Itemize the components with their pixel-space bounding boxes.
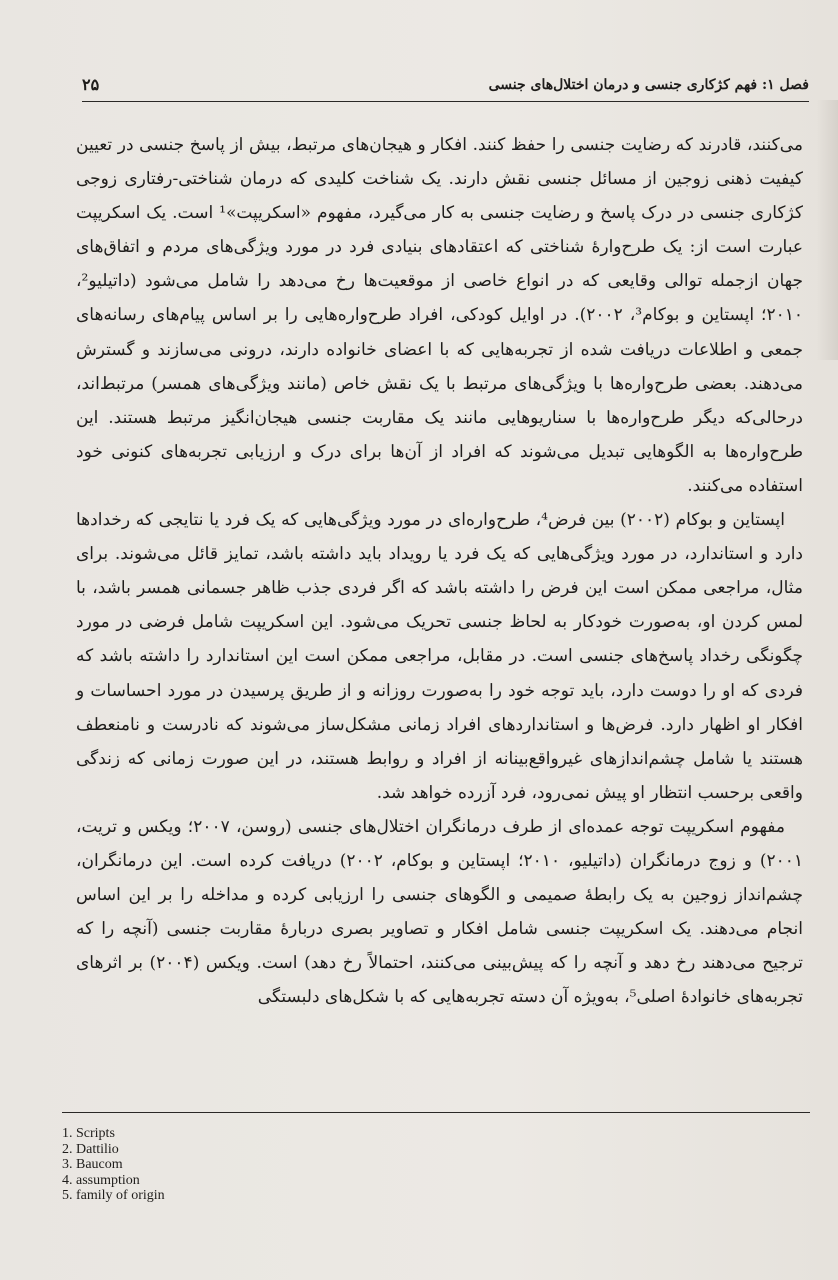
footnote: 2. Dattilio <box>62 1141 119 1157</box>
paragraph: می‌کنند، قادرند که رضایت جنسی را حفظ کنند. افکار و هیجان‌های مرتبط، بیش از پاسخ جنسی در تعیین کیفیت ذهنی زوجین از مسائل جنسی نقش دارند. یک شناخت کلیدی که درمان شناختی-رفتاری زوجی کژکاری جنسی در درک پاسخ و رضایت جنسی به کار می‌گیرد، مفهوم «اسکریپت»¹ است. یک اسکریپت عبارت است از: یک طرح‌وارهٔ شناختی که اعتقادهای بنیادی فرد در مورد ویژگی‌های مردم و اتفاق‌های جهان ازجمله توالی وقایعی که در انواع خاصی از موقعیت‌ها رخ می‌دهد را شامل می‌شود (داتیلیو²، ۲۰۱۰؛ اپستاین و بوکام³، ۲۰۰۲). در اوایل کودکی، افراد طرح‌واره‌هایی را بر اساس پیام‌های رسانه‌های جمعی و اطلاعات دریافت شده از تجربه‌هایی که با اعضای خانواده دارند، درونی می‌سازند و گسترش می‌دهند. بعضی طرح‌واره‌ها با ویژگی‌های مرتبط با یک نقش خاص (مانند ویژگی‌های همسر) مرتبط‌اند، درحالی‌که دیگر طرح‌واره‌ها با سناریوهایی مانند یک مقاربت جنسی هیجان‌انگیز مرتبط هستند. این طرح‌واره‌ها به الگوهایی تبدیل می‌شوند که افراد از آن‌ها برای درک و ارزیابی تجربه‌های کنونی خود استفاده می‌کنند. <box>76 135 803 496</box>
footnote-divider <box>62 1112 810 1113</box>
footnote: 1. Scripts <box>62 1126 115 1141</box>
page-edge-shadow <box>816 100 838 360</box>
footnotes <box>62 1126 462 1204</box>
page-number: ۲۵ <box>82 75 100 94</box>
body-text <box>76 128 803 1014</box>
paragraph: اپستاین و بوکام (۲۰۰۲) بین فرض⁴، طرح‌واره‌ای در مورد ویژگی‌هایی که یک فرد یا نتایجی که رخدادها دارد و استاندارد، در مورد ویژگی‌هایی که یک فرد یا رویداد باید داشته باشد، تمایز قائل می‌شوند. برای مثال، مراجعی ممکن است این فرض را داشته باشد که اگر فردی جذب ظاهر جسمانی همسر باشد، با لمس کردن او، به‌صورت خودکار به لحاظ جنسی تحریک می‌شود. این اسکریپت شامل فرضی در مورد چگونگی رخداد پاسخ‌های جنسی است. در مقابل، مراجعی ممکن است این استاندارد را داشته باشد که فردی که او را دوست دارد، باید توجه خود را به‌صورت روزانه و از طریق پرسیدن در مورد احساسات و افکار او اظهار دارد. فرض‌ها و استانداردهای افراد زمانی مشکل‌ساز می‌شوند که نادرست و نامنعطف هستند یا شامل چشم‌اندازهای غیرواقع‌بینانه از افراد و روابط هستند، در این صورت زمانی که زندگی واقعی برحسب انتظار او پیش نمی‌رود، فرد آزرده خواهد شد. <box>76 510 803 803</box>
footnote: 4. assumption <box>62 1172 140 1188</box>
footnote: 3. Baucom <box>62 1157 123 1172</box>
running-header <box>82 70 809 102</box>
paragraph: مفهوم اسکریپت توجه عمده‌ای از طرف درمانگران اختلال‌های جنسی (روسن، ۲۰۰۷؛ ویکس و تریت، ۲۰۰۱) و زوج درمانگران (داتیلیو، ۲۰۱۰؛ اپستاین و بوکام، ۲۰۰۲) دریافت کرده است. این درمانگران، چشم‌انداز زوجین به یک رابطهٔ صمیمی و الگوهای جنسی را ارزیابی کرده و مداخله را بر این اساس انجام می‌دهند. یک اسکریپت جنسی شامل افکار و تصاویر بصری دربارهٔ مقاربت جنسی (آنچه را که ترجیح می‌دهند رخ دهد و آنچه را که پیش‌بینی می‌کنند، احتمالاً رخ دهد) است. ویکس (۲۰۰۴) بر اثرهای تجربه‌های خانوادهٔ اصلی⁵، به‌ویژه آن دسته تجربه‌هایی که با شکل‌های دلبستگی <box>76 816 803 1008</box>
chapter-title: فصل ۱: فهم کژکاری جنسی و درمان اختلال‌های جنسی <box>488 77 809 93</box>
footnote: 5. family of origin <box>62 1188 165 1203</box>
header-divider <box>82 101 809 102</box>
